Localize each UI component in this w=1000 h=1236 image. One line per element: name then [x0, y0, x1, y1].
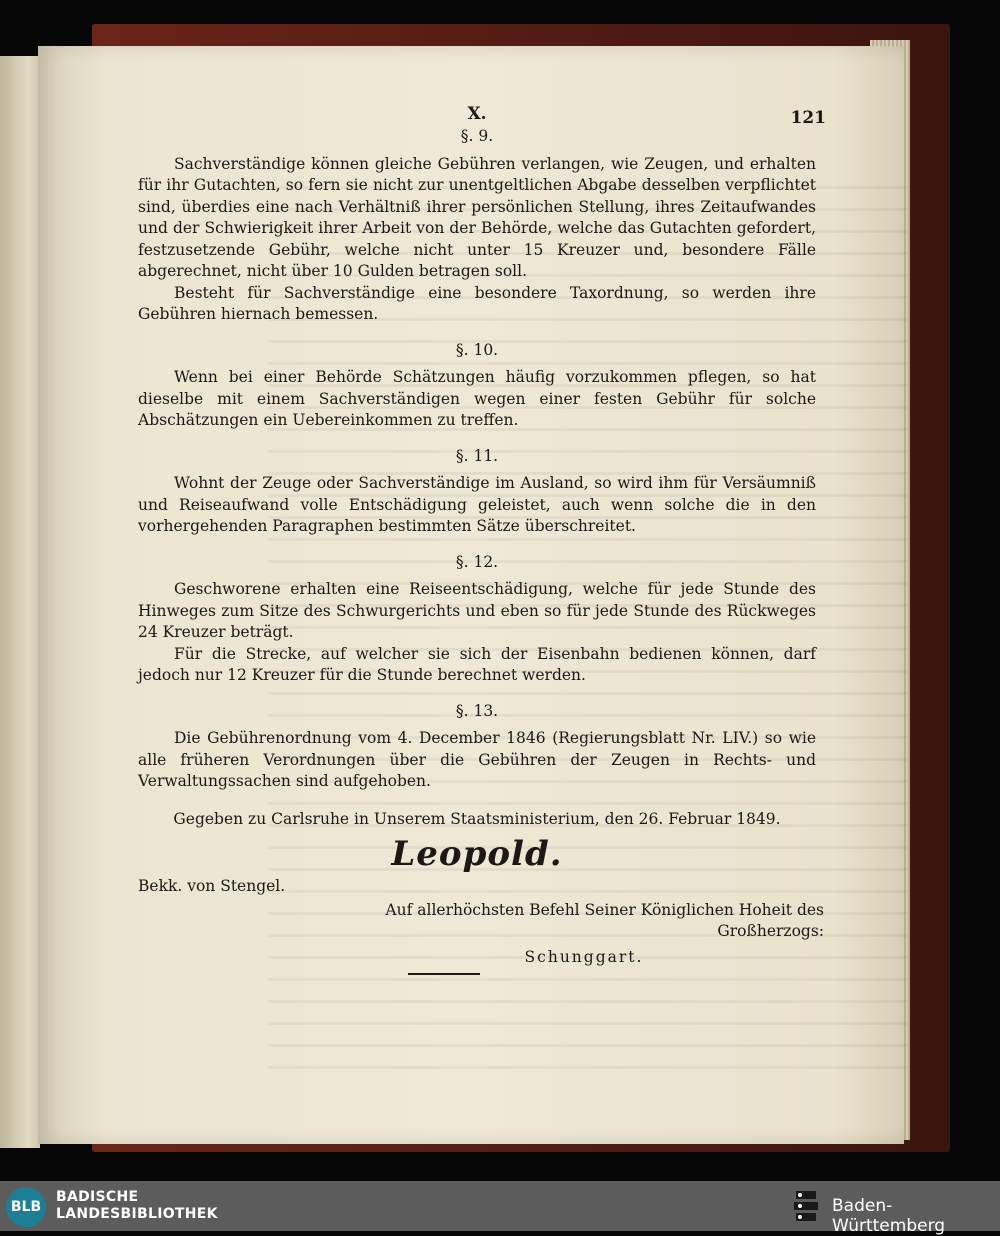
- section-9: [138, 126, 816, 326]
- section-11: [138, 446, 816, 538]
- command-line: Auf allerhöchsten Befehl Seiner Königlichen Hoheit des Großherzogs:: [385, 900, 824, 940]
- blb-logo-icon[interactable]: BLB: [6, 1187, 46, 1227]
- section-12: [138, 552, 816, 687]
- countersignatures: [138, 876, 824, 966]
- page-content: [138, 104, 826, 966]
- paragraph: Die Gebührenordnung vom 4. December 1846 (Regierungsblatt Nr. LIV.) so wie alle früheren Verordnungen über die Gebühren der Zeugen in Rechts- und Verwaltungssachen sind aufgehoben.: [138, 729, 816, 790]
- sovereign-signature: Leopold.: [391, 834, 563, 874]
- section-10: [138, 340, 816, 432]
- lions-crest-icon[interactable]: [790, 1189, 822, 1225]
- paragraph: Geschworene erhalten eine Reiseentschädigung, welche für jede Stunde des Hinweges zum Sitze des Schwurgerichts und eben so für jede Stunde des Rückweges 24 Kreuzer beträgt.: [138, 580, 816, 641]
- section-heading: §. 11.: [455, 446, 499, 465]
- section-heading: §. 9.: [460, 127, 494, 145]
- section-heading: §. 13.: [455, 701, 499, 720]
- paragraph: Für die Strecke, auf welcher sie sich der Eisenbahn bedienen können, darf jedoch nur 12 Kreuzer für die Stunde berechnet werden.: [138, 644, 816, 684]
- blb-wordmark[interactable]: [56, 1189, 218, 1223]
- section-13: [138, 701, 816, 793]
- page-number: 121: [790, 108, 826, 128]
- end-rule: [408, 973, 480, 975]
- date-line: Gegeben zu Carlsruhe in Unserem Staatsministerium, den 26. Februar 1849.: [173, 809, 781, 828]
- section-heading: §. 10.: [455, 340, 499, 359]
- countersign-left: Bekk. von Stengel.: [138, 876, 286, 895]
- facing-page-edge: [0, 56, 40, 1148]
- paragraph: Wenn bei einer Behörde Schätzungen häufig vorzukommen pflegen, so hat dieselbe mit einem Sachverständigen wegen einer festen Gebühr für solche Abschätzungen ein Uebereinkommen zu treffen.: [138, 368, 816, 429]
- countersign-right: [344, 900, 824, 969]
- blb-line2: LANDESBIBLIOTHEK: [56, 1206, 218, 1222]
- blb-line1: BADISCHE: [56, 1189, 139, 1205]
- bw-label[interactable]: Baden-Württemberg: [832, 1196, 946, 1236]
- paragraph: Sachverständige können gleiche Gebühren verlangen, wie Zeugen, und erhalten für ihr Gutachten, so fern sie nicht zur unentgeltlichen Abgabe desselben verpflichtet sind, überdies eine nach Verhältniß ihrer persönlichen Stellung, ihres Zeitaufwandes und der Schwierigkeit ihrer Arbeit von der Behörde, welche das Gutachten gefordert, festzusetzende Gebühr, welche nicht unter 15 Kreuzer und, besondere Fälle abgerechnet, nicht über 10 Gulden betragen soll.: [138, 154, 816, 280]
- paragraph: Besteht für Sachverständige eine besondere Taxordnung, so werden ihre Gebühren hiernach bemessen.: [138, 283, 816, 323]
- paragraph: Wohnt der Zeuge oder Sachverständige im Ausland, so wird ihm für Versäumniß und Reiseaufwand volle Entschädigung geleistet, auch wenn solche die in den vorhergehenden Paragraphen bestimmten Sätze überschreitet.: [138, 474, 816, 535]
- page-header: [138, 104, 826, 134]
- footer-bar: [0, 1181, 1000, 1236]
- section-heading: §. 12.: [455, 552, 499, 571]
- book-page: [38, 46, 904, 1144]
- sheet-signature: X.: [467, 104, 487, 124]
- minister-name: Schunggart.: [524, 947, 644, 966]
